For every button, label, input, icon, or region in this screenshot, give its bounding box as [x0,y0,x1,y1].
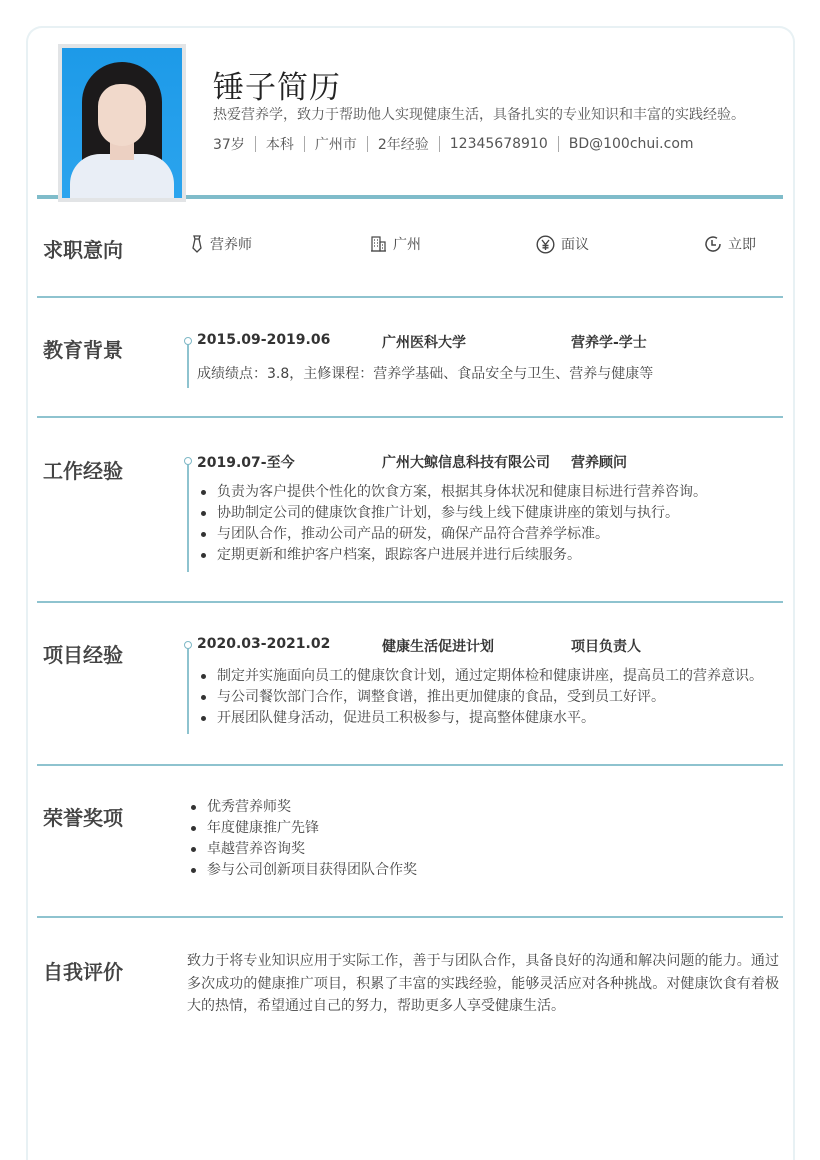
project-period: 2020.03-2021.02 [197,636,331,652]
profile-photo [62,48,182,198]
project-role: 项目负责人 [571,639,641,655]
list-item: 年度健康推广先锋 [187,818,417,839]
tie-icon [190,235,204,253]
section-title-project: 项目经验 [43,643,123,667]
intent-availability [704,234,756,254]
section-divider [37,416,783,418]
work-bullets [197,482,707,566]
personal-info-row [213,134,694,154]
section-divider [37,296,783,298]
building-icon [370,236,387,252]
education-detail: 成绩绩点：3.8，主修课程：营养学基础、食品安全与卫生、营养与健康等 [197,366,654,382]
education-entry-header [197,332,647,352]
education-period: 2015.09-2019.06 [197,332,331,348]
info-age: 37岁 [213,137,245,153]
list-item: 参与公司创新项目获得团队合作奖 [187,860,417,881]
project-timeline [187,642,189,734]
divider [304,136,305,152]
list-item: 与团队合作，推动公司产品的研发，确保产品符合营养学标准。 [197,524,707,545]
work-period: 2019.07-至今 [197,455,295,471]
clock-icon [704,235,722,253]
info-experience: 2年经验 [377,137,429,153]
section-divider [37,601,783,603]
education-timeline [187,338,189,388]
self-evaluation-text: 致力于将专业知识应用于实际工作，善于与团队合作，具备良好的沟通和解决问题的能力。通过多次成功的健康推广项目，积累了丰富的实践经验，能够灵活应对各种挑战。对健康饮食有着极大的热情，希望通过自己的努力，帮助更多人享受健康生活。 [187,953,779,1014]
list-item: 协助制定公司的健康饮食推广计划，参与线上线下健康讲座的策划与执行。 [197,503,707,524]
intent-position [190,234,252,254]
section-title-work: 工作经验 [43,459,123,483]
divider [367,136,368,152]
education-major: 营养学-学士 [571,335,647,351]
profile-photo-frame [58,44,186,202]
intent-city [370,234,421,254]
section-title-education: 教育背景 [43,338,123,362]
list-item: 卓越营养咨询奖 [187,839,417,860]
info-phone: 12345678910 [449,136,548,152]
divider [255,136,256,152]
project-bullets [197,666,763,729]
list-item: 优秀营养师奖 [187,797,417,818]
work-company: 广州大鲸信息科技有限公司 [382,455,550,471]
intent-salary [536,234,589,254]
section-title-self-eval: 自我评价 [43,960,123,984]
timeline-dot [184,337,192,345]
divider [439,136,440,152]
list-item: 定期更新和维护客户档案，跟踪客户进展并进行后续服务。 [197,545,707,566]
list-item: 负责为客户提供个性化的饮食方案，根据其身体状况和健康目标进行营养咨询。 [197,482,707,503]
info-degree: 本科 [265,137,294,153]
education-school: 广州医科大学 [382,335,466,351]
project-entry-header [197,636,641,656]
timeline-dot [184,457,192,465]
intent-salary-label: 面议 [561,237,589,253]
section-divider [37,916,783,918]
resume-name: 锤子简历 [213,70,341,106]
work-timeline [187,458,189,572]
info-email: BD@100chui.com [568,136,694,152]
divider [558,136,559,152]
section-title-awards: 荣誉奖项 [43,806,123,830]
intent-city-label: 广州 [393,237,421,253]
yen-icon [536,235,555,254]
resume-tagline: 热爱营养学，致力于帮助他人实现健康生活，具备扎实的专业知识和丰富的实践经验。 [213,107,745,123]
list-item: 制定并实施面向员工的健康饮食计划，通过定期体检和健康讲座，提高员工的营养意识。 [197,666,763,687]
list-item: 与公司餐饮部门合作，调整食谱，推出更加健康的食品，受到员工好评。 [197,687,763,708]
awards-bullets [187,797,417,881]
info-city: 广州市 [314,137,357,153]
intent-availability-label: 立即 [728,237,756,253]
work-role: 营养顾问 [571,455,627,471]
intent-position-label: 营养师 [210,237,252,253]
section-title-intent: 求职意向 [43,238,123,262]
work-entry-header [197,452,627,472]
list-item: 开展团队健身活动，促进员工积极参与，提高整体健康水平。 [197,708,763,729]
project-name: 健康生活促进计划 [382,639,494,655]
section-divider [37,764,783,766]
timeline-dot [184,641,192,649]
